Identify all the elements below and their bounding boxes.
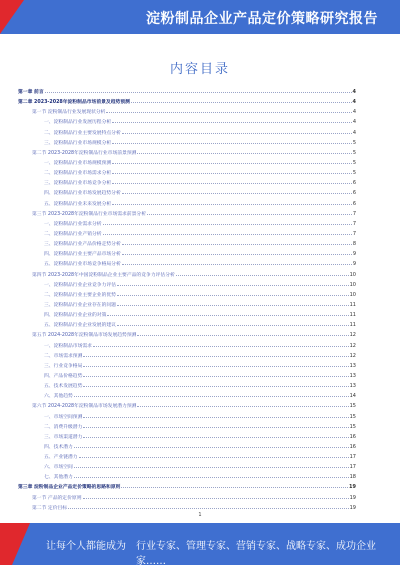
toc-entry[interactable] <box>18 269 356 279</box>
toc-entry-label: 三、市场渠道潜力 <box>44 434 83 440</box>
header-banner <box>0 0 400 34</box>
toc-dot-leader <box>83 421 348 428</box>
toc-dot-leader <box>83 431 348 438</box>
toc-dot-leader <box>106 106 351 113</box>
toc-dot-leader <box>112 157 352 164</box>
toc-dot-leader <box>83 492 349 499</box>
toc-entry-page: 5 <box>352 149 356 156</box>
toc-entry-label: 一、淀粉制品行业需求分析 <box>44 221 102 227</box>
toc-dot-leader <box>112 167 352 174</box>
toc-entry-label: 二、淀粉制品行业市场需求分析 <box>44 171 112 177</box>
toc-dot-leader <box>103 218 352 225</box>
toc-dot-leader <box>112 177 352 184</box>
toc-entry-page: 15 <box>349 423 356 430</box>
toc-entry[interactable] <box>18 96 356 106</box>
toc-entry-label: 五、技术发展趋势 <box>44 384 83 390</box>
toc-entry-label: 三、淀粉制品行业市场规模分析 <box>44 140 112 146</box>
toc-entry[interactable] <box>18 319 356 329</box>
toc-entry-label: 七、其他潜力 <box>44 475 73 481</box>
toc-entry[interactable] <box>18 187 356 197</box>
toc-dot-leader <box>122 127 352 134</box>
toc-entry-page: 5 <box>352 139 356 146</box>
toc-dot-leader <box>112 198 352 205</box>
toc-entry[interactable] <box>18 289 356 299</box>
toc-entry-label: 四、产品价格趋势 <box>44 373 83 379</box>
toc-entry-label: 四、淀粉制品行业市场发展趋势分析 <box>44 191 121 197</box>
toc-dot-leader <box>117 319 349 326</box>
toc-heading: 内容目录 <box>169 62 230 77</box>
toc-dot-leader <box>83 370 348 377</box>
toc-entry-label: 第一章 前言 <box>18 90 44 95</box>
report-title: 淀粉制品企业产品定价策略研究报告 <box>146 11 378 27</box>
toc-dot-leader <box>74 471 349 478</box>
toc-entry-page: 6 <box>352 190 356 197</box>
toc-entry-label: 二、淀粉制品行业主要企业的优势 <box>44 292 116 298</box>
toc-entry[interactable] <box>18 208 356 218</box>
toc-entry-label: 四、技术潜力 <box>44 444 73 450</box>
footer-red-mark-icon <box>0 523 38 565</box>
toc-entry-label: 三、行业竞争格局 <box>44 363 83 369</box>
toc-entry-label: 第二章 2023-2028年淀粉制品市场前景及趋势预测 <box>18 100 130 106</box>
toc-entry[interactable] <box>18 380 356 390</box>
toc-entry-label: 第五节 2024-2028年淀粉制品市场发展趋势预测 <box>32 333 137 339</box>
toc-entry-label: 二、消费升级潜力 <box>44 424 83 430</box>
footer-slogan-right: 行业专家、管理专家、营销专家、战略专家、成功企业家…… <box>136 541 376 567</box>
toc-entry[interactable] <box>18 147 356 157</box>
toc-entry-page: 18 <box>349 474 356 481</box>
toc-dot-leader <box>122 248 352 255</box>
toc-entry-label: 一、淀粉制品市场需求 <box>44 343 92 349</box>
toc-entry-page: 17 <box>349 454 356 461</box>
toc-entry-page: 19 <box>349 484 356 491</box>
toc-entry[interactable] <box>18 451 356 461</box>
toc-entry[interactable] <box>18 492 356 502</box>
toc-dot-leader <box>137 329 348 336</box>
toc-entry[interactable] <box>18 228 356 238</box>
toc-entry-page: 10 <box>349 291 356 298</box>
toc-dot-leader <box>121 481 348 488</box>
toc-entry-label: 第一节 淀粉制品行业发展现状分析 <box>32 110 106 116</box>
toc-entry[interactable] <box>18 309 356 319</box>
toc-entry-page: 4 <box>352 119 356 126</box>
toc-entry[interactable] <box>18 400 356 410</box>
page-number: 1 <box>198 512 202 518</box>
toc-entry-page: 7 <box>352 230 356 237</box>
toc-dot-leader <box>83 380 348 387</box>
footer-slogan-left: 让每个人都能成为 <box>46 541 126 552</box>
toc-entry-label: 五、淀粉制品行业企业发展的建议 <box>44 323 116 329</box>
toc-entry-page: 19 <box>349 504 356 511</box>
toc-entry-label: 第一节 产品的定价原则 <box>32 495 82 501</box>
toc-entry[interactable] <box>18 390 356 400</box>
toc-dot-leader <box>137 147 351 154</box>
toc-entry[interactable] <box>18 299 356 309</box>
toc-entry[interactable] <box>18 502 356 512</box>
toc-entry[interactable] <box>18 167 356 177</box>
toc-entry-page: 7 <box>352 210 356 217</box>
toc-dot-leader <box>147 208 352 215</box>
toc-entry-page: 6 <box>352 200 356 207</box>
toc-entry[interactable] <box>18 431 356 441</box>
toc-entry[interactable] <box>18 421 356 431</box>
toc-entry[interactable] <box>18 471 356 481</box>
toc-entry-page: 11 <box>349 312 356 319</box>
toc-entry-page: 11 <box>349 301 356 308</box>
toc-entry[interactable] <box>18 177 356 187</box>
toc-dot-leader <box>131 96 352 103</box>
toc-entry-label: 三、淀粉制品行业企业存在的问题 <box>44 302 116 308</box>
toc-dot-leader <box>74 441 349 448</box>
toc-dot-leader <box>112 116 352 123</box>
toc-dot-leader <box>68 502 349 509</box>
toc-entry[interactable] <box>18 360 356 370</box>
toc-entry-label: 三、淀粉制品行业市场竞争分析 <box>44 181 112 187</box>
toc-entry-page: 12 <box>349 352 356 359</box>
toc-dot-leader <box>79 451 349 458</box>
header-red-wedge <box>0 0 24 34</box>
toc-entry-page: 4 <box>352 89 356 95</box>
toc-entry-page: 13 <box>349 362 356 369</box>
toc-dot-leader <box>107 309 348 316</box>
toc-entry[interactable] <box>18 279 356 289</box>
toc-entry[interactable] <box>18 481 356 491</box>
toc-entry-label: 第三节 2023-2028年淀粉制品行业市场需求前景分析 <box>32 211 147 217</box>
toc-entry[interactable] <box>18 461 356 471</box>
toc-entry-label: 二、淀粉制品行业产销分析 <box>44 231 102 237</box>
toc-dot-leader <box>83 360 348 367</box>
toc-entry-page: 10 <box>349 271 356 278</box>
toc-dot-leader <box>117 279 349 286</box>
toc-dot-leader <box>117 289 349 296</box>
toc-entry-page: 9 <box>352 251 356 258</box>
toc-entry-label: 二、淀粉制品行业主要发展特点分析 <box>44 130 121 136</box>
toc-entry-label: 一、淀粉制品行业企业竞争力评估 <box>44 282 116 288</box>
toc-entry-page: 7 <box>352 220 356 227</box>
toc-entry[interactable] <box>18 127 356 137</box>
toc-dot-leader <box>83 411 348 418</box>
toc-dot-leader <box>83 350 348 357</box>
toc-dot-leader <box>137 400 348 407</box>
toc-entry-label: 二、市场需求预测 <box>44 353 83 359</box>
toc-entry[interactable] <box>18 370 356 380</box>
toc-entry-page: 15 <box>349 413 356 420</box>
toc-entry-label: 四、淀粉制品行业企业的对策 <box>44 313 107 319</box>
toc-entry-label: 三、淀粉制品行业产品价格走势分析 <box>44 242 121 248</box>
toc-dot-leader <box>74 390 349 397</box>
toc-entry[interactable] <box>18 329 356 339</box>
footer-banner <box>0 523 400 565</box>
toc-entry[interactable] <box>18 86 356 96</box>
toc-entry-page: 19 <box>349 494 356 501</box>
toc-entry-page: 17 <box>349 464 356 471</box>
toc-entry-page: 16 <box>349 443 356 450</box>
toc-entry[interactable] <box>18 157 356 167</box>
toc-entry-page: 9 <box>352 261 356 268</box>
toc-entry-page: 11 <box>349 322 356 329</box>
toc-entry[interactable] <box>18 116 356 126</box>
toc-entry-page: 13 <box>349 383 356 390</box>
toc-entry[interactable] <box>18 350 356 360</box>
toc-entry[interactable] <box>18 198 356 208</box>
toc-entry-page: 14 <box>349 393 356 400</box>
toc-dot-leader <box>45 86 352 93</box>
toc-entry-label: 六、其他趋势 <box>44 394 73 400</box>
toc-dot-leader <box>122 238 352 245</box>
toc-dot-leader <box>93 340 349 347</box>
toc-entry[interactable] <box>18 248 356 258</box>
toc-entry[interactable] <box>18 441 356 451</box>
toc-entry-label: 第三章 淀粉制品企业产品定价策略的思路和原则 <box>18 485 121 491</box>
toc-entry[interactable] <box>18 106 356 116</box>
toc-dot-leader <box>122 258 352 265</box>
toc-entry[interactable] <box>18 218 356 228</box>
toc-entry-label: 五、产业链潜力 <box>44 455 78 461</box>
toc-entry-page: 4 <box>352 129 356 136</box>
toc-entry-label: 五、淀粉制品行业市场竞争格局分析 <box>44 262 121 268</box>
toc-entry-page: 5 <box>352 159 356 166</box>
toc-entry-page: 4 <box>352 99 356 106</box>
toc-entry[interactable] <box>18 137 356 147</box>
toc-entry-page: 12 <box>349 332 356 339</box>
toc-dot-leader <box>103 228 352 235</box>
toc-entry-label: 第二节 定价目标 <box>32 505 68 511</box>
toc-entry-label: 第六节 2024-2028年淀粉制品市场发展潜力预测 <box>32 404 137 410</box>
toc-entry-page: 12 <box>349 342 356 349</box>
toc-entry-label: 一、淀粉制品行业发展历程分析 <box>44 120 112 126</box>
toc-dot-leader <box>74 461 349 468</box>
toc-entry-page: 15 <box>349 403 356 410</box>
toc-entry[interactable] <box>18 340 356 350</box>
toc-entry-label: 六、市场空间 <box>44 465 73 471</box>
toc-entry-label: 四、淀粉制品行业主要产品市场分析 <box>44 252 121 258</box>
toc-entry-page: 13 <box>349 372 356 379</box>
toc-entry-label: 一、淀粉制品行业市场规模预测 <box>44 160 112 166</box>
toc-dot-leader <box>122 187 352 194</box>
toc-entry-page: 8 <box>352 241 356 248</box>
toc-entry-page: 6 <box>352 180 356 187</box>
table-of-contents <box>18 86 356 512</box>
toc-entry-label: 五、淀粉制品行业未来发展分析 <box>44 201 112 207</box>
toc-entry-label: 一、市场空间预测 <box>44 414 83 420</box>
toc-entry-page: 16 <box>349 433 356 440</box>
toc-dot-leader <box>117 299 349 306</box>
toc-dot-leader <box>176 269 349 276</box>
toc-dot-leader <box>112 137 352 144</box>
toc-entry[interactable] <box>18 258 356 268</box>
toc-entry-label: 第二节 2023-2028年淀粉制品行业市场前景预测 <box>32 150 137 156</box>
toc-entry[interactable] <box>18 411 356 421</box>
toc-entry-page: 4 <box>352 109 356 116</box>
toc-entry-page: 5 <box>352 170 356 177</box>
toc-entry-page: 10 <box>349 281 356 288</box>
toc-entry-label: 第四节 2023-2028年中国淀粉制品企业主要产品的竞争力评估分析 <box>32 272 175 278</box>
toc-entry[interactable] <box>18 238 356 248</box>
